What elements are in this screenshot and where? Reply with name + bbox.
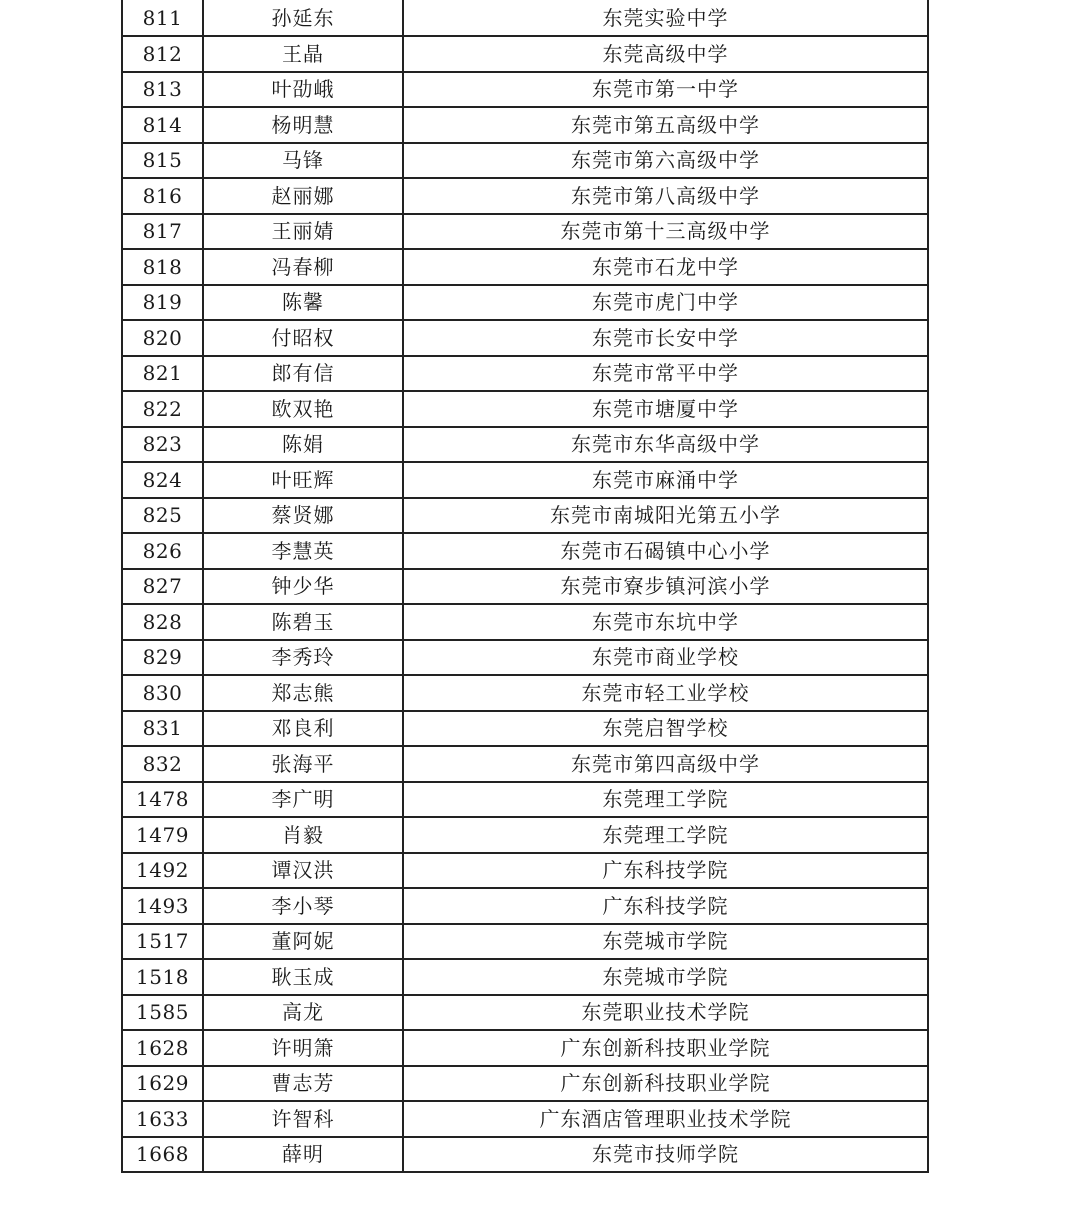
school-name: 东莞理工学院 xyxy=(403,782,928,818)
table-row xyxy=(122,853,928,889)
row-number: 1479 xyxy=(122,817,203,853)
school-name: 东莞实验中学 xyxy=(403,0,928,36)
person-name: 郎有信 xyxy=(203,356,403,392)
row-number: 1493 xyxy=(122,888,203,924)
row-number: 821 xyxy=(122,356,203,392)
table-row xyxy=(122,1030,928,1066)
school-name: 东莞市轻工业学校 xyxy=(403,675,928,711)
table-row xyxy=(122,1066,928,1102)
table-row xyxy=(122,36,928,72)
table-row xyxy=(122,995,928,1031)
row-number: 1518 xyxy=(122,959,203,995)
table-row xyxy=(122,888,928,924)
row-number: 1629 xyxy=(122,1066,203,1102)
row-number: 822 xyxy=(122,391,203,427)
row-number: 827 xyxy=(122,569,203,605)
school-name: 东莞理工学院 xyxy=(403,817,928,853)
school-name: 东莞市商业学校 xyxy=(403,640,928,676)
table-row xyxy=(122,746,928,782)
person-name: 马锋 xyxy=(203,143,403,179)
school-name: 广东创新科技职业学院 xyxy=(403,1030,928,1066)
table-row xyxy=(122,817,928,853)
person-name: 陈馨 xyxy=(203,285,403,321)
row-number: 831 xyxy=(122,711,203,747)
person-name: 薛明 xyxy=(203,1137,403,1173)
person-name: 蔡贤娜 xyxy=(203,498,403,534)
table-row xyxy=(122,569,928,605)
school-name: 东莞市第八高级中学 xyxy=(403,178,928,214)
school-name: 东莞市第一中学 xyxy=(403,72,928,108)
person-name: 邓良利 xyxy=(203,711,403,747)
person-name: 郑志熊 xyxy=(203,675,403,711)
row-number: 824 xyxy=(122,462,203,498)
row-number: 816 xyxy=(122,178,203,214)
school-name: 东莞市常平中学 xyxy=(403,356,928,392)
person-name: 王晶 xyxy=(203,36,403,72)
table-row xyxy=(122,107,928,143)
school-name: 东莞市第六高级中学 xyxy=(403,143,928,179)
row-number: 1668 xyxy=(122,1137,203,1173)
row-number: 1478 xyxy=(122,782,203,818)
school-name: 东莞城市学院 xyxy=(403,924,928,960)
person-name: 孙延东 xyxy=(203,0,403,36)
school-name: 东莞市石龙中学 xyxy=(403,249,928,285)
person-name: 高龙 xyxy=(203,995,403,1031)
table-row xyxy=(122,249,928,285)
person-name: 董阿妮 xyxy=(203,924,403,960)
table-row xyxy=(122,214,928,250)
row-number: 812 xyxy=(122,36,203,72)
row-number: 825 xyxy=(122,498,203,534)
table-row xyxy=(122,1137,928,1173)
table-row xyxy=(122,0,928,36)
row-number: 832 xyxy=(122,746,203,782)
table-row xyxy=(122,675,928,711)
school-name: 东莞市麻涌中学 xyxy=(403,462,928,498)
person-name: 肖毅 xyxy=(203,817,403,853)
row-number: 823 xyxy=(122,427,203,463)
person-name: 耿玉成 xyxy=(203,959,403,995)
school-name: 广东酒店管理职业技术学院 xyxy=(403,1101,928,1137)
person-name: 叶旺辉 xyxy=(203,462,403,498)
person-name: 李秀玲 xyxy=(203,640,403,676)
table-row xyxy=(122,462,928,498)
school-name: 东莞城市学院 xyxy=(403,959,928,995)
row-number: 818 xyxy=(122,249,203,285)
table-row xyxy=(122,356,928,392)
table-row xyxy=(122,533,928,569)
school-name: 广东科技学院 xyxy=(403,853,928,889)
person-name: 欧双艳 xyxy=(203,391,403,427)
row-number: 830 xyxy=(122,675,203,711)
row-number: 826 xyxy=(122,533,203,569)
person-name: 付昭权 xyxy=(203,320,403,356)
roster-table-body xyxy=(122,0,928,1172)
row-number: 1628 xyxy=(122,1030,203,1066)
table-row xyxy=(122,604,928,640)
table-row xyxy=(122,391,928,427)
person-name: 谭汉洪 xyxy=(203,853,403,889)
row-number: 1633 xyxy=(122,1101,203,1137)
school-name: 东莞市石碣镇中心小学 xyxy=(403,533,928,569)
table-row xyxy=(122,1101,928,1137)
person-name: 李慧英 xyxy=(203,533,403,569)
school-name: 东莞职业技术学院 xyxy=(403,995,928,1031)
row-number: 815 xyxy=(122,143,203,179)
row-number: 829 xyxy=(122,640,203,676)
person-name: 曹志芳 xyxy=(203,1066,403,1102)
table-row xyxy=(122,178,928,214)
school-name: 广东创新科技职业学院 xyxy=(403,1066,928,1102)
school-name: 东莞市南城阳光第五小学 xyxy=(403,498,928,534)
table-row xyxy=(122,640,928,676)
row-number: 1585 xyxy=(122,995,203,1031)
table-row xyxy=(122,924,928,960)
table-row xyxy=(122,72,928,108)
table-row xyxy=(122,427,928,463)
person-name: 杨明慧 xyxy=(203,107,403,143)
table-row xyxy=(122,498,928,534)
person-name: 王丽婧 xyxy=(203,214,403,250)
school-name: 东莞市东坑中学 xyxy=(403,604,928,640)
person-name: 张海平 xyxy=(203,746,403,782)
person-name: 钟少华 xyxy=(203,569,403,605)
row-number: 1492 xyxy=(122,853,203,889)
school-name: 东莞市塘厦中学 xyxy=(403,391,928,427)
school-name: 东莞市第五高级中学 xyxy=(403,107,928,143)
row-number: 819 xyxy=(122,285,203,321)
school-name: 东莞启智学校 xyxy=(403,711,928,747)
table-row xyxy=(122,320,928,356)
row-number: 814 xyxy=(122,107,203,143)
person-name: 赵丽娜 xyxy=(203,178,403,214)
table-row xyxy=(122,782,928,818)
person-name: 陈娟 xyxy=(203,427,403,463)
school-name: 东莞市寮步镇河滨小学 xyxy=(403,569,928,605)
school-name: 东莞高级中学 xyxy=(403,36,928,72)
person-name: 李广明 xyxy=(203,782,403,818)
person-name: 许智科 xyxy=(203,1101,403,1137)
roster-table-container xyxy=(121,0,927,1173)
row-number: 820 xyxy=(122,320,203,356)
person-name: 叶劭峨 xyxy=(203,72,403,108)
person-name: 冯春柳 xyxy=(203,249,403,285)
person-name: 许明箫 xyxy=(203,1030,403,1066)
table-row xyxy=(122,143,928,179)
roster-table xyxy=(121,0,929,1173)
school-name: 东莞市第四高级中学 xyxy=(403,746,928,782)
school-name: 东莞市技师学院 xyxy=(403,1137,928,1173)
person-name: 李小琴 xyxy=(203,888,403,924)
row-number: 817 xyxy=(122,214,203,250)
person-name: 陈碧玉 xyxy=(203,604,403,640)
row-number: 1517 xyxy=(122,924,203,960)
table-row xyxy=(122,285,928,321)
row-number: 828 xyxy=(122,604,203,640)
table-row xyxy=(122,711,928,747)
school-name: 东莞市虎门中学 xyxy=(403,285,928,321)
school-name: 东莞市第十三高级中学 xyxy=(403,214,928,250)
table-row xyxy=(122,959,928,995)
row-number: 811 xyxy=(122,0,203,36)
row-number: 813 xyxy=(122,72,203,108)
school-name: 东莞市东华高级中学 xyxy=(403,427,928,463)
school-name: 东莞市长安中学 xyxy=(403,320,928,356)
school-name: 广东科技学院 xyxy=(403,888,928,924)
